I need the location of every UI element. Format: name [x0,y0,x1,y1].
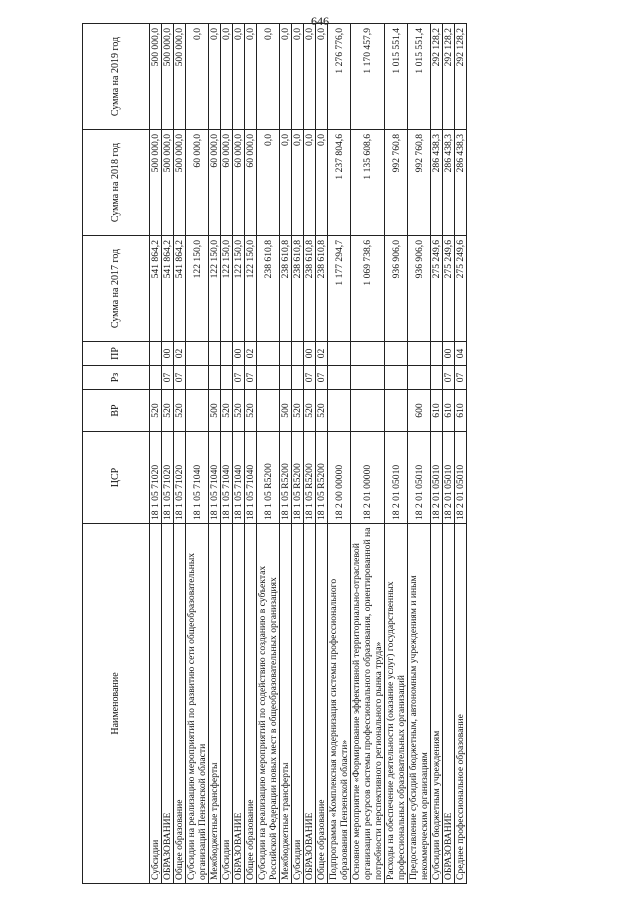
cell-vr: 520 [304,390,316,432]
cell-name: ОБРАЗОВАНИЕ [233,524,245,884]
cell-rz: 07 [233,366,245,390]
cell-name: Среднее профессиональное образование [455,524,467,884]
header-vr: ВР [83,390,150,432]
cell-sum-2019: 0,0 [304,24,316,130]
cell-rz [221,366,233,390]
cell-csr: 18 1 05 R5200 [304,432,316,524]
cell-rz [351,366,385,390]
header-rz: Рз [83,366,150,390]
cell-pr: 02 [245,342,257,366]
table-row [221,24,233,884]
cell-csr: 18 2 01 05010 [455,432,467,524]
cell-sum-2018: 0,0 [316,130,328,236]
cell-rz [385,366,408,390]
cell-csr: 18 1 05 R5200 [257,432,280,524]
cell-vr: 500 [209,390,221,432]
table-row [455,24,467,884]
cell-pr: 00 [233,342,245,366]
header-sum-2018: Сумма на 2018 год [83,130,150,236]
cell-pr [257,342,280,366]
cell-sum-2019: 0,0 [221,24,233,130]
cell-sum-2018: 0,0 [304,130,316,236]
header-pr: ПР [83,342,150,366]
cell-csr: 18 2 01 05010 [408,432,431,524]
cell-sum-2017: 936 906,0 [385,236,408,342]
cell-sum-2019: 1 015 551,4 [408,24,431,130]
table-row [328,24,351,884]
cell-vr: 520 [316,390,328,432]
table-row [431,24,443,884]
cell-rz [431,366,443,390]
table-row [257,24,280,884]
table-row [162,24,174,884]
cell-sum-2017: 122 150,0 [221,236,233,342]
cell-sum-2018: 992 760,8 [385,130,408,236]
cell-name: Общее образование [174,524,186,884]
cell-pr [328,342,351,366]
cell-sum-2018: 0,0 [257,130,280,236]
cell-name: ОБРАЗОВАНИЕ [443,524,455,884]
cell-pr [351,342,385,366]
table-row [408,24,431,884]
cell-sum-2018: 60 000,0 [186,130,209,236]
cell-sum-2017: 122 150,0 [186,236,209,342]
cell-sum-2017: 1 069 738,6 [351,236,385,342]
cell-vr: 610 [431,390,443,432]
cell-vr [257,390,280,432]
cell-sum-2018: 0,0 [280,130,292,236]
table-header-row [83,24,150,884]
rotated-page-content [82,24,552,884]
cell-rz [209,366,221,390]
cell-rz: 07 [316,366,328,390]
cell-name: Субсидии [292,524,304,884]
table-row [280,24,292,884]
cell-sum-2019: 0,0 [233,24,245,130]
header-csr: ЦСР [83,432,150,524]
cell-pr: 02 [174,342,186,366]
table-row [385,24,408,884]
cell-csr: 18 1 05 71040 [221,432,233,524]
cell-sum-2017: 275 249,6 [443,236,455,342]
cell-pr [280,342,292,366]
cell-csr: 18 1 05 71040 [233,432,245,524]
cell-pr [186,342,209,366]
cell-sum-2017: 541 864,2 [162,236,174,342]
cell-sum-2018: 500 000,0 [150,130,162,236]
cell-sum-2019: 0,0 [316,24,328,130]
cell-sum-2019: 292 128,2 [455,24,467,130]
cell-sum-2017: 936 906,0 [408,236,431,342]
cell-pr [150,342,162,366]
cell-pr [431,342,443,366]
cell-csr: 18 2 00 00000 [328,432,351,524]
cell-sum-2019: 292 128,2 [443,24,455,130]
cell-sum-2018: 286 438,3 [443,130,455,236]
cell-sum-2018: 500 000,0 [174,130,186,236]
table-row [443,24,455,884]
cell-csr: 18 1 05 71020 [174,432,186,524]
cell-rz: 07 [443,366,455,390]
cell-name: Субсидии бюджетным учреждениям [431,524,443,884]
cell-sum-2019: 1 170 457,9 [351,24,385,130]
cell-sum-2018: 992 760,8 [408,130,431,236]
cell-csr: 18 1 05 71040 [245,432,257,524]
cell-vr: 600 [408,390,431,432]
cell-sum-2019: 500 000,0 [174,24,186,130]
cell-csr: 18 1 05 R5200 [280,432,292,524]
cell-pr: 00 [162,342,174,366]
cell-csr: 18 1 05 71020 [150,432,162,524]
cell-sum-2018: 286 438,3 [431,130,443,236]
cell-pr [385,342,408,366]
header-name: Наименование [83,524,150,884]
cell-pr: 02 [316,342,328,366]
cell-sum-2017: 275 249,6 [455,236,467,342]
cell-sum-2018: 60 000,0 [233,130,245,236]
cell-rz [186,366,209,390]
cell-sum-2019: 1 015 551,4 [385,24,408,130]
cell-csr: 18 2 01 00000 [351,432,385,524]
cell-sum-2018: 500 000,0 [162,130,174,236]
cell-vr [385,390,408,432]
cell-sum-2017: 122 150,0 [209,236,221,342]
cell-sum-2019: 0,0 [186,24,209,130]
cell-name: Основное мероприятие «Формирование эффективной территориально-отраслевой организации ресурсов системы профессионального образования, ориентированной на потребности перспективного регионального рынка труда» [351,524,385,884]
cell-pr: 04 [455,342,467,366]
cell-csr: 18 2 01 05010 [431,432,443,524]
cell-name: Субсидии [221,524,233,884]
cell-sum-2017: 238 610,8 [292,236,304,342]
page-number: 646 [311,14,329,28]
cell-pr [221,342,233,366]
cell-sum-2018: 60 000,0 [221,130,233,236]
table-row [186,24,209,884]
cell-name: Общее образование [245,524,257,884]
cell-csr: 18 2 01 05010 [443,432,455,524]
table-row [233,24,245,884]
cell-sum-2019: 0,0 [292,24,304,130]
cell-vr [186,390,209,432]
cell-sum-2017: 275 249,6 [431,236,443,342]
cell-sum-2019: 0,0 [245,24,257,130]
cell-sum-2019: 0,0 [280,24,292,130]
cell-vr [351,390,385,432]
cell-name: ОБРАЗОВАНИЕ [304,524,316,884]
cell-vr: 520 [174,390,186,432]
cell-vr: 520 [162,390,174,432]
cell-pr [408,342,431,366]
cell-sum-2017: 541 864,2 [150,236,162,342]
cell-name: Межбюджетные трансферты [209,524,221,884]
cell-csr: 18 1 05 71040 [209,432,221,524]
cell-name: Субсидии [150,524,162,884]
table-row [316,24,328,884]
cell-vr [328,390,351,432]
cell-vr: 520 [245,390,257,432]
cell-sum-2019: 1 276 776,0 [328,24,351,130]
cell-sum-2019: 500 000,0 [150,24,162,130]
cell-sum-2018: 286 438,3 [455,130,467,236]
header-sum-2017: Сумма на 2017 год [83,236,150,342]
cell-name: Общее образование [316,524,328,884]
cell-csr: 18 1 05 R5200 [292,432,304,524]
cell-pr [209,342,221,366]
cell-rz [292,366,304,390]
cell-sum-2018: 1 135 608,6 [351,130,385,236]
cell-sum-2019: 0,0 [257,24,280,130]
cell-csr: 18 1 05 71040 [186,432,209,524]
cell-sum-2017: 238 610,8 [316,236,328,342]
cell-vr: 610 [455,390,467,432]
cell-sum-2018: 0,0 [292,130,304,236]
cell-sum-2017: 238 610,8 [257,236,280,342]
cell-rz: 07 [162,366,174,390]
cell-name: ОБРАЗОВАНИЕ [162,524,174,884]
table-row [292,24,304,884]
cell-sum-2019: 0,0 [209,24,221,130]
cell-rz [280,366,292,390]
cell-sum-2017: 238 610,8 [304,236,316,342]
cell-rz: 07 [455,366,467,390]
cell-vr: 520 [233,390,245,432]
budget-table [82,23,467,884]
cell-sum-2018: 1 237 804,6 [328,130,351,236]
cell-sum-2017: 1 177 294,7 [328,236,351,342]
cell-sum-2019: 292 128,2 [431,24,443,130]
cell-sum-2017: 122 150,0 [245,236,257,342]
cell-pr: 00 [443,342,455,366]
cell-sum-2017: 238 610,8 [280,236,292,342]
cell-sum-2018: 60 000,0 [245,130,257,236]
table-body [150,24,467,884]
cell-vr: 520 [150,390,162,432]
table-row [150,24,162,884]
cell-rz [257,366,280,390]
cell-vr: 520 [221,390,233,432]
table-row [174,24,186,884]
cell-csr: 18 1 05 71020 [162,432,174,524]
cell-name: Субсидии на реализацию мероприятий по содействию созданию в субъектах Российской Федерации новых мест в общеобразовательных организациях [257,524,280,884]
cell-name: Расходы на обеспечение деятельности (оказание услуг) государственных профессиональных образовательных организаций [385,524,408,884]
cell-vr: 520 [292,390,304,432]
cell-sum-2017: 122 150,0 [233,236,245,342]
table-row [209,24,221,884]
cell-pr [292,342,304,366]
cell-sum-2017: 541 864,2 [174,236,186,342]
table-row [351,24,385,884]
cell-rz: 07 [304,366,316,390]
cell-sum-2018: 60 000,0 [209,130,221,236]
cell-name: Межбюджетные трансферты [280,524,292,884]
cell-name: Подпрограмма «Комплексная модернизация системы профессионального образования Пензенской области» [328,524,351,884]
cell-rz [150,366,162,390]
cell-rz [328,366,351,390]
table-row [304,24,316,884]
cell-csr: 18 2 01 05010 [385,432,408,524]
cell-sum-2019: 500 000,0 [162,24,174,130]
table-row [245,24,257,884]
cell-rz [408,366,431,390]
cell-pr: 00 [304,342,316,366]
header-sum-2019: Сумма на 2019 год [83,24,150,130]
cell-name: Предоставление субсидий бюджетным, автономным учреждениям и иным некоммерческим организациям [408,524,431,884]
cell-rz: 07 [245,366,257,390]
cell-vr: 610 [443,390,455,432]
cell-csr: 18 1 05 R5200 [316,432,328,524]
cell-name: Субсидии на реализацию мероприятий по развитию сети общеобразовательных организаций Пензенской области [186,524,209,884]
cell-rz: 07 [174,366,186,390]
cell-vr: 500 [280,390,292,432]
